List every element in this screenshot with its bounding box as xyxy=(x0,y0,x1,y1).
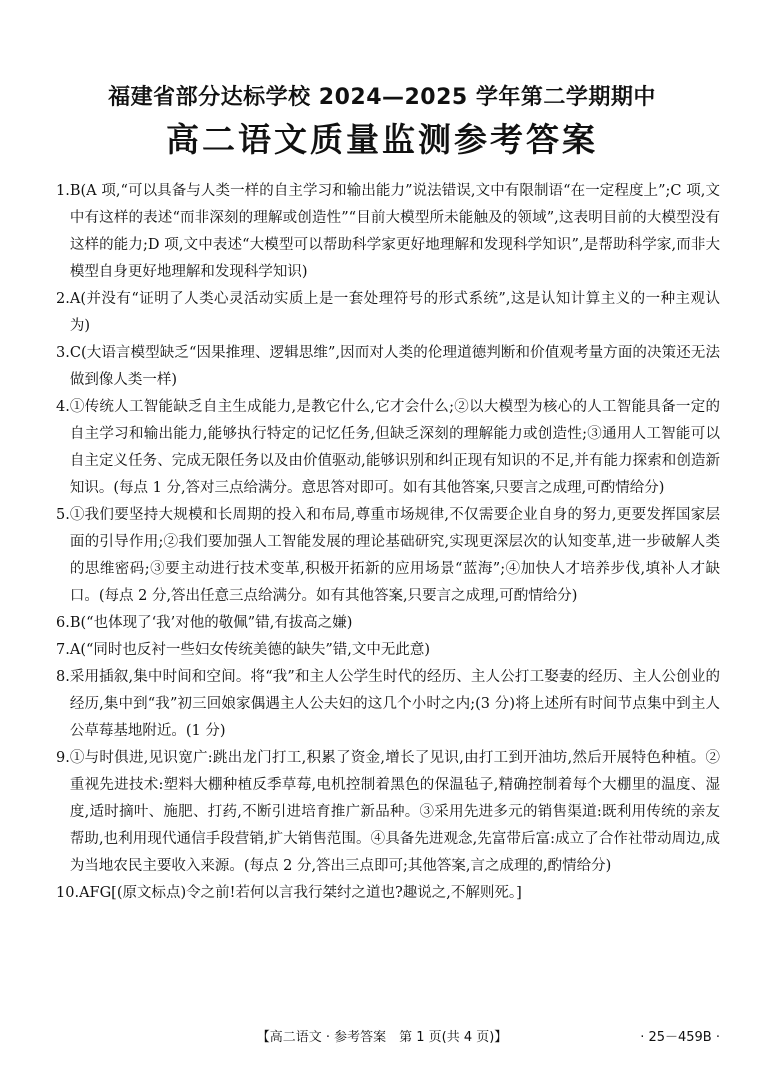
answer-text: B(A 项,“可以具备与人类一样的自主学习和输出能力”说法错误,文中有限制语“在一定程度上”;C 项,文中有这样的表述“而非深刻的理解或创造性”“目前大模型所未能触及的领域”,这表明目前的大模型没有这样的能力;D 项,文中表述“大模型可以帮助科学家更好地理解和发现科学知识”,是帮助科学家,而非大模型自身更好地理解和发现科学知识) xyxy=(69,183,720,280)
footer-page-info: 【高二语文 · 参考答案 第 1 页(共 4 页)】 xyxy=(256,1030,508,1045)
answer-item xyxy=(56,286,720,340)
answer-number: 5. xyxy=(56,507,70,523)
answer-text: B(“也体现了‘我’对他的敬佩”错,有拔高之嫌) xyxy=(69,615,353,631)
answer-text: ①传统人工智能缺乏自主生成能力,是教它什么,它才会什么;②以大模型为核心的人工智能具备一定的自主学习和输出能力,能够执行特定的记忆任务,但缺乏深刻的理解能力或创造性;③通用人工智能可以自主定义任务、完成无限任务以及由价值驱动,能够识别和纠正现有知识的不足,并有能力探索和创造新知识。(每点 1 分,答对三点给满分。意思答对即可。如有其他答案,只要言之成理,可酌情给分) xyxy=(69,399,720,496)
answer-item xyxy=(56,178,720,286)
answer-number: 4. xyxy=(56,399,70,415)
answer-number: 3. xyxy=(56,345,70,361)
answer-list xyxy=(56,178,720,907)
answer-text: AFG[(原文标点)令之前!若何以言我行桀纣之道也?趣说之,不解则死。] xyxy=(79,885,522,901)
answer-text: ①与时俱进,见识宽广:跳出龙门打工,积累了资金,增长了见识,由打工到开油坊,然后开展特色种植。②重视先进技术:塑料大棚种植反季草莓,电机控制着黑色的保温毡子,精确控制着每个大棚里的温度、湿度,适时摘叶、施肥、打药,不断引进培育推广新品种。③采用先进多元的销售渠道:既利用传统的亲友帮助,也利用现代通信手段营销,扩大销售范围。④具备先进观念,先富带后富:成立了合作社带动周边,成为当地农民主要收入来源。(每点 2 分,答出三点即可;其他答案,言之成理的,酌情给分) xyxy=(69,750,720,874)
answer-item xyxy=(56,610,720,637)
answer-item xyxy=(56,637,720,664)
answer-number: 1. xyxy=(56,183,70,199)
answer-number: 7. xyxy=(56,642,70,658)
answer-item xyxy=(56,340,720,394)
answer-number: 10. xyxy=(56,885,80,901)
answer-text: A(并没有“证明了人类心灵活动实质上是一套处理符号的形式系统”,这是认知计算主义的一种主观认为) xyxy=(69,291,720,334)
answer-item xyxy=(56,880,720,907)
answer-key-title: 高二语文质量监测参考答案 xyxy=(166,120,598,159)
answer-number: 2. xyxy=(56,291,70,307)
answer-item xyxy=(56,745,720,880)
answer-text: A(“同时也反衬一些妇女传统美德的缺失”错,文中无此意) xyxy=(69,642,431,658)
footer-code: · 25－459B · xyxy=(640,1030,720,1045)
answer-number: 9. xyxy=(56,750,70,766)
answer-item xyxy=(56,664,720,745)
answer-text: 采用插叙,集中时间和空间。将“我”和主人公学生时代的经历、主人公打工娶妻的经历、主人公创业的经历,集中到“我”初三回娘家偶遇主人公夫妇的这几个小时之内;(3 分)将上述所有时间节点集中到主人公草莓基地附近。(1 分) xyxy=(69,669,720,739)
answer-number: 6. xyxy=(56,615,70,631)
answer-text: ①我们要坚持大规模和长周期的投入和布局,尊重市场规律,不仅需要企业自身的努力,更要发挥国家层面的引导作用;②我们要加强人工智能发展的理论基础研究,实现更深层次的认知变革,进一步破解人类的思维密码;③要主动进行技术变革,积极开拓新的应用场景“蓝海”;④加快人才培养步伐,填补人才缺口。(每点 2 分,答出任意三点给满分。如有其他答案,只要言之成理,可酌情给分) xyxy=(69,507,720,604)
answer-item xyxy=(56,394,720,502)
answer-item xyxy=(56,502,720,610)
exam-header-title: 福建省部分达标学校 2024—2025 学年第二学期期中 xyxy=(108,85,656,110)
answer-text: C(大语言模型缺乏“因果推理、逻辑思维”,因而对人类的伦理道德判断和价值观考量方面的决策还无法做到像人类一样) xyxy=(69,345,720,388)
answer-number: 8. xyxy=(56,669,70,685)
